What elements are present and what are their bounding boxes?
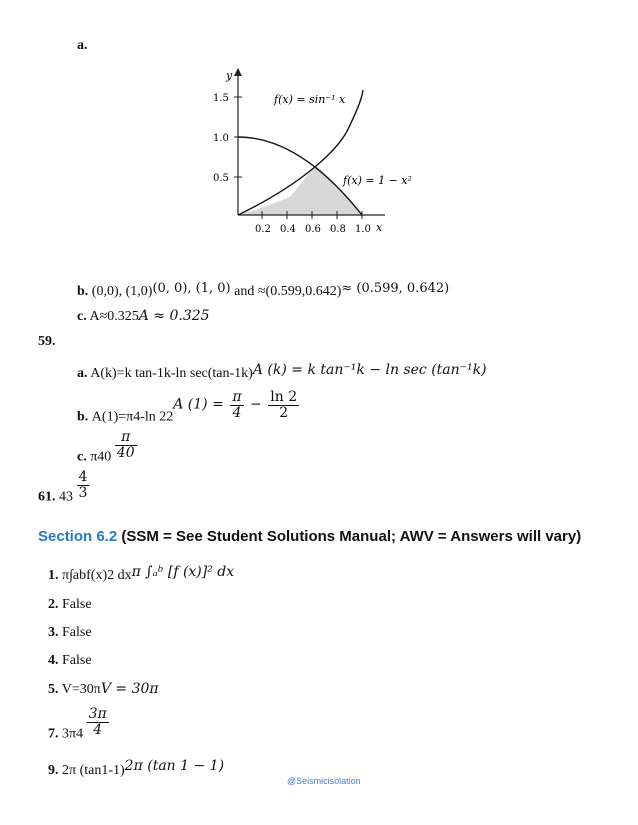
problem-59-b-frac2-num: ln 2: [270, 389, 298, 405]
curve-parabola-label: f(x) = 1 − x²: [343, 174, 412, 187]
curve-arcsin-label: f(x) = sin⁻¹ x: [274, 93, 346, 106]
problem-59-b-lhs: A (1) =: [173, 396, 224, 413]
x-tick-0-6: 0.6: [305, 224, 321, 235]
area-between-curves-graph: [205, 60, 412, 245]
problem-59-b-frac2-den: 2: [279, 405, 289, 421]
item-c-math: A ≈ 0.325: [138, 308, 210, 324]
answer-1-math: π ∫ₐᵇ [f (x)]² dx: [131, 564, 235, 580]
section-heading: [38, 528, 581, 545]
problem-59-c-frac-den: 40: [116, 445, 135, 461]
item-b-text: (0,0), (1,0): [91, 284, 153, 299]
answer-5-math: V = 30π: [100, 681, 159, 697]
x-tick-1-0: 1.0: [355, 224, 371, 235]
problem-61-frac-num: 4: [78, 469, 88, 485]
item-b-and: and: [230, 284, 258, 299]
answer-4-number: 4.: [48, 653, 59, 668]
answer-1: [48, 564, 234, 584]
x-axis-label: x: [376, 221, 383, 234]
problem-59-b: [77, 390, 302, 426]
problem-61-text: 43: [59, 489, 73, 505]
y-tick-1-5: 1.5: [213, 93, 229, 104]
problem-59-c: [77, 430, 140, 466]
section-title: Section 6.2: [38, 528, 118, 545]
problem-59-b-frac1-den: 4: [232, 405, 242, 421]
answer-9: [48, 758, 224, 779]
x-tick-0-2: 0.2: [255, 224, 271, 235]
answer-7-frac-num: 3π: [88, 706, 107, 722]
item-b-math: (0, 0), (1, 0): [152, 281, 231, 296]
problem-59-number: 59.: [38, 334, 56, 349]
answer-5: [48, 681, 159, 698]
answer-7-text: 3π4: [62, 726, 84, 742]
answer-7: [48, 707, 112, 743]
problem-59-b-frac2: [268, 390, 299, 421]
answer-9-text: 2π (tan1-1): [62, 763, 125, 778]
item-b-text2: ≈(0.599,0.642): [257, 284, 342, 299]
x-tick-0-8: 0.8: [330, 224, 346, 235]
problem-59-a-math: A (k) = k tan⁻¹k − ln sec (tan⁻¹k): [252, 362, 487, 378]
answer-9-number: 9.: [48, 763, 59, 778]
watermark: @Seismicisolation: [287, 776, 361, 786]
item-a-label: a.: [77, 38, 88, 53]
answer-7-frac-den: 4: [93, 722, 103, 738]
answer-2: [48, 597, 92, 613]
problem-59-b-label: b.: [77, 409, 89, 425]
x-tick-0-4: 0.4: [280, 224, 296, 235]
problem-59-a: [77, 362, 487, 382]
answer-4-text: False: [62, 653, 92, 668]
problem-61-number: 61.: [38, 489, 56, 505]
answer-7-number: 7.: [48, 726, 59, 742]
problem-59-c-text: π40: [90, 449, 112, 465]
item-c-label: c.: [77, 309, 87, 324]
problem-61: [38, 470, 92, 506]
answer-3: [48, 625, 92, 641]
y-tick-1-0: 1.0: [213, 133, 229, 144]
answer-3-number: 3.: [48, 625, 59, 640]
answer-5-number: 5.: [48, 682, 59, 697]
answer-5-text: V=30π: [61, 682, 101, 697]
section-subtitle: (SSM = See Student Solutions Manual; AWV = Answers will vary): [117, 528, 582, 545]
problem-59-c-label: c.: [77, 449, 87, 465]
problem-59-b-frac1: [230, 390, 243, 421]
answer-3-text: False: [62, 625, 92, 640]
answer-4: [48, 653, 92, 669]
problem-59-c-frac: [115, 430, 137, 461]
problem-61-frac: [77, 470, 90, 501]
item-b-math2: ≈ (0.599, 0.642): [341, 281, 450, 296]
answer-1-text: π∫abf(x)2 dx: [62, 568, 132, 583]
y-axis-label: y: [226, 69, 233, 82]
shaded-region: [238, 165, 362, 215]
problem-59-a-label: a.: [77, 366, 88, 381]
item-c-text: A≈0.325: [89, 309, 139, 324]
item-b-label: b.: [77, 284, 89, 299]
y-tick-0-5: 0.5: [213, 173, 229, 184]
problem-59-b-text: A(1)=π4-ln 22: [91, 409, 174, 425]
problem-61-frac-den: 3: [78, 485, 88, 501]
item-b: [77, 281, 449, 300]
item-c: [77, 308, 210, 325]
problem-59-c-frac-num: π: [121, 429, 131, 445]
problem-59-b-minus: −: [250, 396, 262, 413]
answer-2-number: 2.: [48, 597, 59, 612]
answer-9-math: 2π (tan 1 − 1): [124, 758, 225, 774]
problem-59-b-frac1-num: π: [232, 389, 242, 405]
answer-7-frac: [87, 707, 109, 738]
answer-1-number: 1.: [48, 568, 59, 583]
answer-2-text: False: [62, 597, 92, 612]
problem-59-a-text: A(k)=k tan-1k-ln sec(tan-1k): [90, 366, 253, 381]
